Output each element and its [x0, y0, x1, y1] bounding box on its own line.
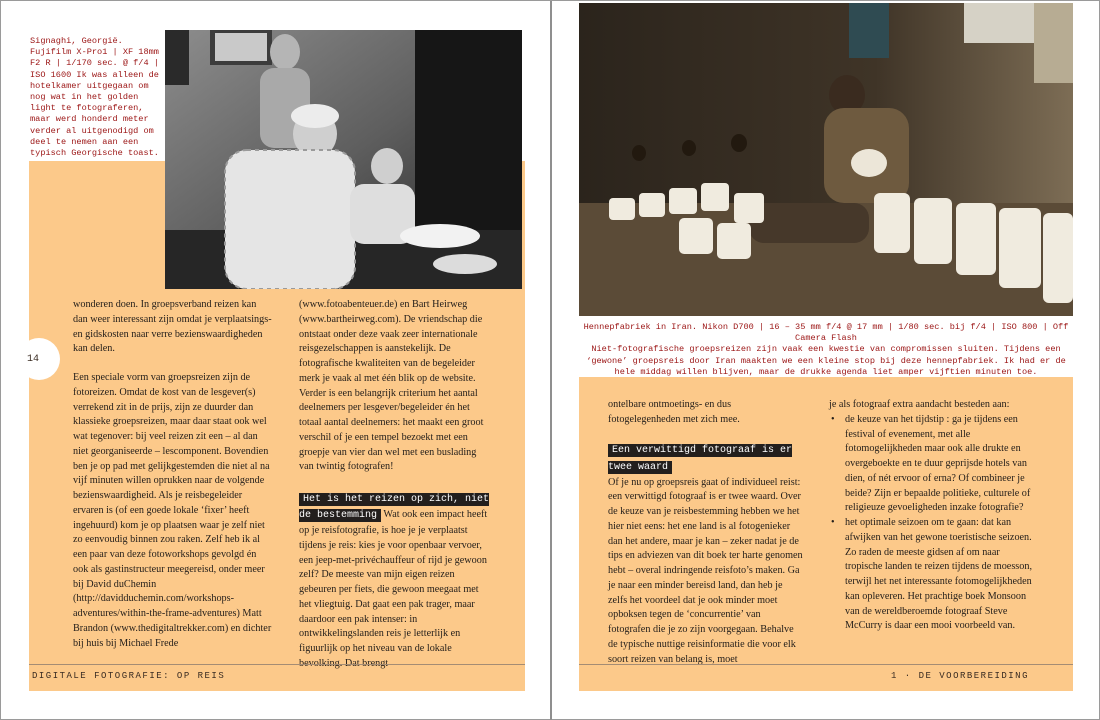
left-section-heading: Het is het reizen op zich, niet de bestemming	[299, 494, 490, 521]
right-column-2	[829, 398, 1034, 634]
page-number: 14	[27, 354, 40, 365]
right-column-1	[608, 398, 804, 667]
left-col1-para-1: wonderen doen. In groepsverband reizen kan dan weer interessant zijn omdat je verplaatsings- en gidskosten naar verre bezienswaardigheden kan delen.	[73, 299, 272, 355]
right-caption-line-1: Hennepfabriek in Iran. Nikon D700 | 16 – 35 mm f/4 @ 17 mm | 1/80 sec. bij f/4 | ISO 800 | Off Camera Flash	[583, 322, 1069, 344]
right-col1-intro: ontelbare ontmoetings- en dus fotogelegenheden met zich mee.	[608, 399, 740, 425]
right-section-heading: Een verwittigd fotograaf is er twee waard	[608, 444, 793, 473]
georgia-toast-photo	[165, 30, 522, 289]
right-caption-line-2: Niet-fotografische groepsreizen zijn vaak een kwestie van compromissen sluiten. Tijdens een ‘gewone’ groepsreis door Iran maakten we een kleine stop bij deze hennepfabriek. Ik had er de hele middag willen blijven, maar de drukke agenda liet amper vijftien minuten toe.	[586, 344, 1066, 377]
left-col2-para-1: (www.fotoabenteuer.de) en Bart Heirweg (www.bartheirweg.com). De vriendschap die ontstaat onder deze vaak zeer internationale reisgezelschappen is aanstekelijk. De fotografische kwaliteiten van de begeleider merk je vaak al met één blik op de website. Verder is een belangrijk criterium het aantal deelnemers per lesgever/begeleider én het totaal aantal deelnemers: het maakt een groot verschil of je een tempel bezoekt met een groepje van vier dan wel met een buslading van twintig fotografen!	[299, 299, 484, 473]
right-col1-body: Of je nu op groepsreis gaat of individueel reist: een verwittigd fotograaf is er twee waard. Over de keuze van je reisbestemming hebben we het hier niet eens: het ene land is al fotogenieker dan het andere, maar je kan – zeker nadat je de tips en adviezen van dit boek ter harte genomen hebt – overal indringende reisfoto’s maken. Ga je naar een minder bereisd land, dan heb je zelfs het voordeel dat je ook minder moet opboksen tegen de ‘concurrentie’ van fotografen die je zo zijn voorgegaan. Behalve de typische nuttige reisinformatie die voor elk soort reizen van belang is, moet	[608, 476, 803, 665]
left-col1-para-2: Een speciale vorm van groepsreizen zijn de fotoreizen. Omdat de kost van de lesgever(s) verrekend zit in de prijs, zijn ze duurder dan klassieke groepsreizen, maar daar staat ook wel wat tegenover: bij veel reizen zit een – al dan niet georganiseerde – lescomponent. Bovendien ben je op pad met gelijkgestemden die niet al na vijf minuten willen oprukken naar de volgende bezienswaardigheid. Als je reisbegeleider ervaren is (of een goede lokale ‘fixer’ heeft ingehuurd) kom je op plaatsen waar je zelf niet zo eenvoudig binnen zou raken. Zelf heb ik al een paar van deze fotoworkshops gevolgd én ook als gastinstructeur meegereisd, onder meer bij David duChemin (http://davidduchemin.com/workshops-adventures/within-the-frame-adventures) Matt Brandon (www.thedigitaltrekker.com) en dichter bij huis bij Michael Frede	[73, 372, 272, 649]
hemp-factory-photo	[579, 3, 1073, 316]
page-gutter	[550, 1, 552, 720]
left-column-2	[299, 298, 493, 672]
right-footer-label: 1 · DE VOORBEREIDING	[890, 671, 1029, 681]
right-photo-caption	[579, 322, 1073, 378]
left-col2-para-2	[299, 492, 493, 672]
right-footer-rule	[579, 664, 1073, 665]
right-col2-intro: je als fotograaf extra aandacht besteden aan:	[829, 399, 1010, 410]
tip-item-timing: • de keuze van het tijdstip : ga je tijdens een festival of evenement, met alle fotomogelijkheden maar ook alle drukte en overgeboekte en te duur geprijsde hotels van dien, of nét ervoor of erna? Of combineer je beide? Zijn er bepaalde politieke, culturele of religieuze gevoeligheden inzake fotografie?	[829, 413, 1034, 516]
left-photo-caption: Signaghi, Georgië. Fujifilm X-Pro1 | XF 18mm F2 R | 1/170 sec. @ f/4 | ISO 1600 Ik was alleen de hotelkamer uitgegaan om nog wat in het golden light te fotograferen, maar werd honderd meter verder al uitgenodigd om deel te nemen aan een typisch Georgische toast.	[30, 36, 159, 159]
left-col2-after-heading: Wat ook een impact heeft op je reisfotografie, is hoe je je verplaatst tijdens je reis: kies je voor openbaar vervoer, een jeep-met-privéchauffeur of rijd je gewoon zelf? De meeste van mijn eigen reizen gebeuren per fiets, die gewoon meegaat met het vliegtuig. Dat gaat een pak trager, maar daardoor een pak intenser: in ontwikkelingslanden reis je letterlijk en figuurlijk op het niveau van de lokale	[299, 509, 488, 654]
left-footer-rule	[29, 664, 525, 665]
left-footer-label: DIGITALE FOTOGRAFIE: OP REIS	[32, 671, 226, 681]
tips-list	[829, 413, 1034, 634]
left-column-1	[73, 298, 273, 651]
tip-item-season: • het optimale seizoen om te gaan: dat kan afwijken van het gewone toeristische seizoen. Zo raden de meeste gidsen af om naar tropische landen te reizen tijdens de moesson, terwijl het net interessante fotomogelijkheden kan opleveren. Het prachtige boek Monsoon van de wereldberoemde fotograaf Steve McCurry is daar een mooi voorbeeld van.	[829, 516, 1034, 634]
